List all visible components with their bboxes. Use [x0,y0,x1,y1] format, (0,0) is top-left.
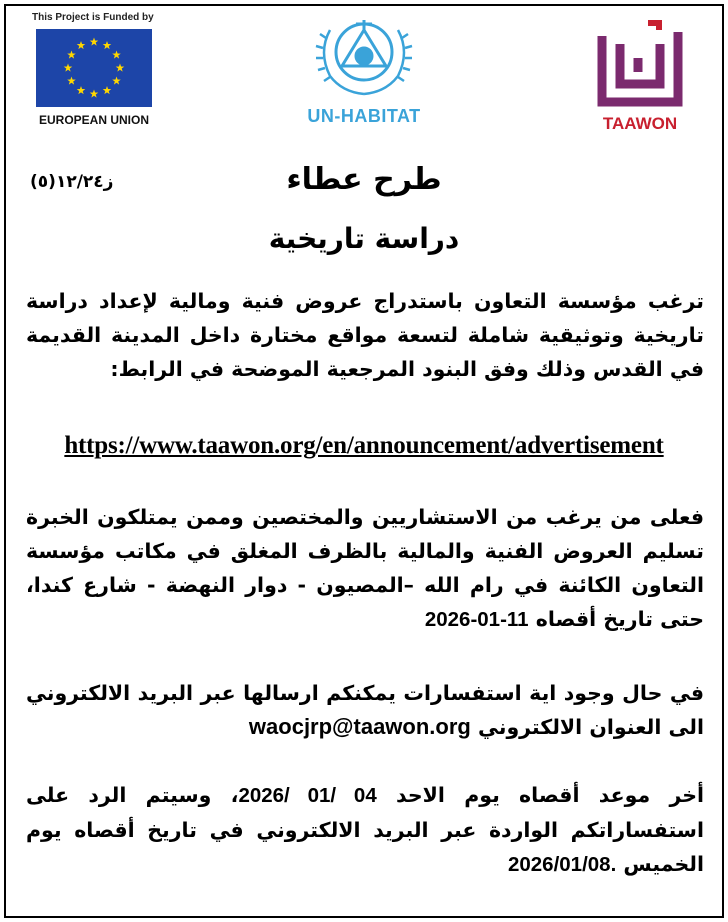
deadline-before: أخر موعد أقصاه يوم الاحد [396,783,704,807]
deadline-date-1: 2026/ 01/ 04 [238,784,377,807]
eu-star-icon [77,86,86,94]
deadline-middle: ، وسيتم الرد على استفساراتكم الواردة عبر البريد الالكتروني في تاريخ أقصاه يوم الخميس [26,783,704,876]
inquiries-paragraph [26,676,704,744]
deadline-paragraph [26,778,704,882]
intro-paragraph: ترغب مؤسسة التعاون باستدراج عروض فنية ومالية لإعداد دراسة تاريخية وتوثيقية شاملة لتسعة مواقع مختارة داخل المدينة القديمة في القدس وذلك وفق البنود المرجعية الموضحة في الرابط: [26,289,704,381]
inquiries-email[interactable]: waocjrp@taawon.org [248,714,471,739]
reference-number: ز١٢/٢٤(٥) [30,172,114,192]
submission-deadline: 2026-01-11 [424,608,529,631]
eu-star-icon [77,41,86,49]
eu-star-icon [64,64,73,72]
eu-flag-icon [36,29,152,107]
advertisement-link[interactable]: https://www.taawon.org/en/announcement/advertisement [64,432,664,459]
eu-star-icon [103,41,112,49]
unhabitat-emblem-icon [304,8,424,100]
deadline-date-2: 2026/01/08. [507,853,617,876]
page-title: طرح عطاء [286,162,442,197]
eu-star-icon [112,51,121,59]
eu-star-icon [103,86,112,94]
eu-star-icon [67,51,76,59]
unhabitat-logo [296,8,432,127]
eu-name: EUROPEAN UNION [38,113,149,127]
submission-text: فعلى من يرغب من الاستشاريين والمختصين وممن يمتلكون الخبرة تسليم العروض الفنية والمالية بالظرف المغلق في مكاتب مؤسسة التعاون الكائنة في رام الله –المصيون - دوار النهضة - شارع كندا، حتى تاريخ أقصاه [26,505,704,631]
submission-paragraph [26,500,704,637]
eu-star-icon [67,77,76,85]
taawon-logo [588,18,692,134]
eu-star-icon [116,64,125,72]
eu-funded-label: This Project is Funded by [32,12,154,23]
inquiries-text: في حال وجود اية استفسارات يمكنكم ارسالها عبر البريد الالكتروني الى العنوان الالكتروني [26,681,704,739]
taawon-name: TAAWON [602,114,678,133]
eu-logo [30,12,158,127]
eu-star-icon [90,38,99,46]
eu-star-icon [90,90,99,98]
unhabitat-name: UN-HABITAT [307,106,421,126]
taawon-mark-icon [592,18,688,108]
eu-star-icon [112,77,121,85]
page-subtitle: دراسة تاريخية [268,222,460,255]
